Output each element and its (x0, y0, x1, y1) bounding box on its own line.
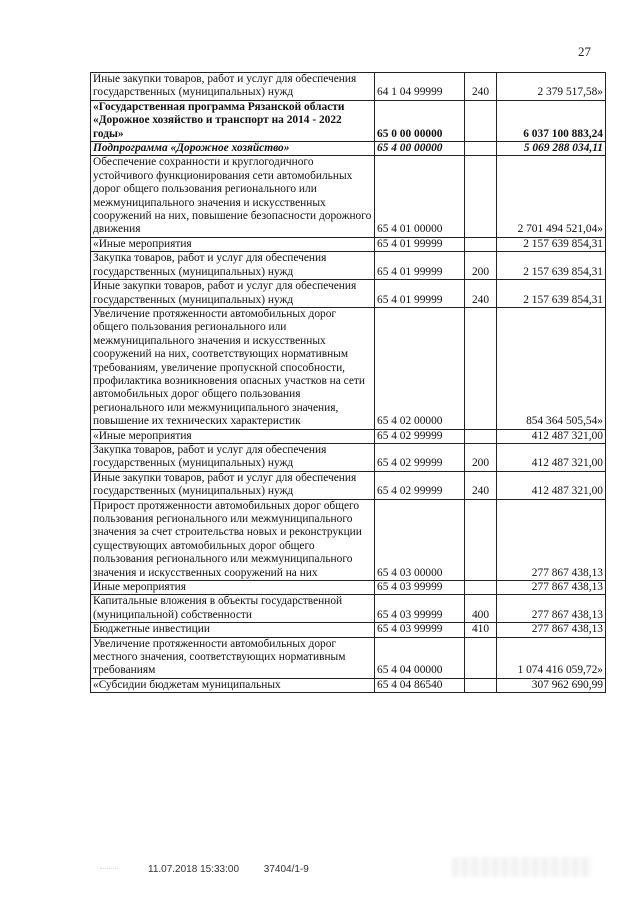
row-code: 64 1 04 99999 (375, 73, 465, 101)
row-type: 200 (465, 252, 497, 280)
row-name: Иные закупки товаров, работ и услуг для обеспечения государственных (муниципальных) нужд (91, 471, 375, 499)
table-row (91, 429, 606, 443)
row-code: 65 4 00 00000 (375, 142, 465, 156)
row-amount: 2 157 639 854,31 (497, 237, 606, 251)
table-row (91, 100, 606, 141)
row-code: 65 4 04 00000 (375, 637, 465, 678)
row-name: Капитальные вложения в объекты государственной (муниципальной) собственности (91, 595, 375, 623)
row-code: 65 4 02 99999 (375, 443, 465, 471)
table-row (91, 280, 606, 308)
row-code: 65 4 01 99999 (375, 237, 465, 251)
row-name: «Иные мероприятия (91, 429, 375, 443)
row-name: Увеличение протяженности автомобильных дорог общего пользования регионального или межмуниципального значения и искусственных сооружений на них, соответствующих нормативным требованиям, увеличение пропускной способности, профилактика возникновения опасных участков на сети автомобильных дорог общего пользования регионального или межмуниципального значения, повышение их технических характеристик (91, 307, 375, 429)
row-name: Прирост протяженности автомобильных дорог общего пользования регионального или межмуниципального значения за счет строительства новых и реконструкции существующих автомобильных дорог общего пользования регионального или межмуниципального значения и искусственных сооружений на них (91, 499, 375, 580)
row-amount: 307 962 690,99 (497, 678, 606, 692)
row-amount: 277 867 438,13 (497, 499, 606, 580)
row-code: 65 4 02 99999 (375, 429, 465, 443)
table-row (91, 471, 606, 499)
row-type (465, 429, 497, 443)
row-type (465, 100, 497, 141)
row-amount: 412 487 321,00 (497, 443, 606, 471)
row-code: 65 0 00 00000 (375, 100, 465, 141)
row-type (465, 237, 497, 251)
row-name: Иные закупки товаров, работ и услуг для обеспечения государственных (муниципальных) нужд (91, 280, 375, 308)
stamp-smudge (452, 857, 592, 877)
row-type (465, 156, 497, 237)
row-code: 65 4 01 00000 (375, 156, 465, 237)
table-row (91, 237, 606, 251)
table-row (91, 678, 606, 692)
row-type (465, 637, 497, 678)
table-row (91, 156, 606, 237)
footer (148, 864, 309, 875)
row-name: «Субсидии бюджетам муниципальных (91, 678, 375, 692)
row-amount: 277 867 438,13 (497, 595, 606, 623)
table-row (91, 252, 606, 280)
footer-timestamp: 11.07.2018 15:33:00 (148, 864, 240, 875)
row-type (465, 678, 497, 692)
row-name: Обеспечение сохранности и круглогодичного устойчивого функционирования сети автомобильных дорог общего пользования регионального или межмуниципального значения и искусственных сооружений на них, повышение безопасности дорожного движения (91, 156, 375, 237)
row-amount: 1 074 416 059,72» (497, 637, 606, 678)
row-amount: 2 157 639 854,31 (497, 280, 606, 308)
row-amount: 412 487 321,00 (497, 429, 606, 443)
table-row (91, 142, 606, 156)
row-name: Иные закупки товаров, работ и услуг для обеспечения государственных (муниципальных) нужд (91, 73, 375, 101)
row-amount: 854 364 505,54» (497, 307, 606, 429)
table-row (91, 499, 606, 580)
table-row (91, 73, 606, 101)
row-code: 65 4 04 86540 (375, 678, 465, 692)
row-name: Бюджетные инвестиции (91, 623, 375, 637)
row-code: 65 4 01 99999 (375, 280, 465, 308)
budget-table (90, 72, 606, 693)
row-amount: 412 487 321,00 (497, 471, 606, 499)
row-type: 410 (465, 623, 497, 637)
row-amount: 2 379 517,58» (497, 73, 606, 101)
row-code: 65 4 02 00000 (375, 307, 465, 429)
row-name: «Государственная программа Рязанской области «Дорожное хозяйство и транспорт на 2014 - 2022 годы» (91, 100, 375, 141)
row-type: 200 (465, 443, 497, 471)
row-name: Иные мероприятия (91, 581, 375, 595)
row-name: Подпрограмма «Дорожное хозяйство» (91, 142, 375, 156)
row-amount: 2 701 494 521,04» (497, 156, 606, 237)
row-name: Закупка товаров, работ и услуг для обеспечения государственных (муниципальных) нужд (91, 443, 375, 471)
table-row (91, 595, 606, 623)
row-code: 65 4 03 00000 (375, 499, 465, 580)
row-type: 240 (465, 280, 497, 308)
row-type (465, 581, 497, 595)
row-name: Увеличение протяженности автомобильных дорог местного значения, соответствующих нормативным требованиям (91, 637, 375, 678)
row-type: 240 (465, 73, 497, 101)
row-amount: 2 157 639 854,31 (497, 252, 606, 280)
budget-table-body (91, 73, 606, 693)
row-amount: 5 069 288 034,11 (497, 142, 606, 156)
row-amount: 6 037 100 883,24 (497, 100, 606, 141)
row-type (465, 307, 497, 429)
row-type: 400 (465, 595, 497, 623)
row-code: 65 4 03 99999 (375, 581, 465, 595)
table-row (91, 443, 606, 471)
row-name: Закупка товаров, работ и услуг для обеспечения государственных (муниципальных) нужд (91, 252, 375, 280)
row-code: 65 4 02 99999 (375, 471, 465, 499)
row-type (465, 142, 497, 156)
table-row (91, 581, 606, 595)
row-code: 65 4 01 99999 (375, 252, 465, 280)
table-row (91, 623, 606, 637)
row-type: 240 (465, 471, 497, 499)
table-row (91, 637, 606, 678)
row-name: «Иные мероприятия (91, 237, 375, 251)
page-number: 27 (578, 44, 591, 59)
scan-mark (100, 868, 118, 881)
row-amount: 277 867 438,13 (497, 623, 606, 637)
row-code: 65 4 03 99999 (375, 623, 465, 637)
row-code: 65 4 03 99999 (375, 595, 465, 623)
table-row (91, 307, 606, 429)
footer-doc-id: 37404/1-9 (263, 864, 309, 875)
row-amount: 277 867 438,13 (497, 581, 606, 595)
row-type (465, 499, 497, 580)
